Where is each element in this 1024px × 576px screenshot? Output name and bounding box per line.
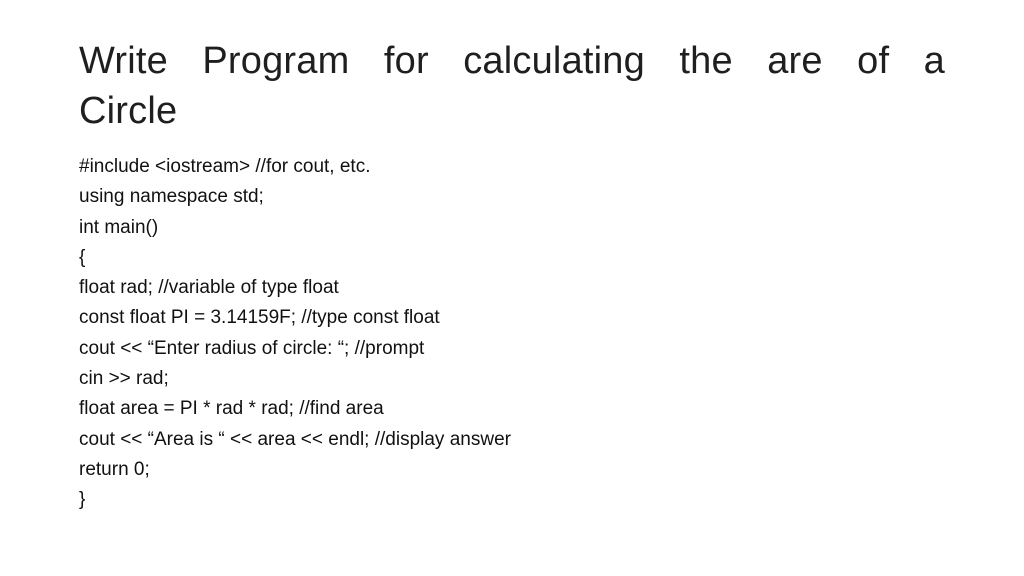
- title-word: a: [923, 40, 945, 82]
- code-line: #include <iostream> //for cout, etc.: [79, 156, 371, 177]
- title-word: calculating: [463, 40, 645, 82]
- code-line: cout << “Enter radius of circle: “; //prompt: [79, 337, 425, 359]
- title-line-1: [79, 36, 945, 86]
- code-line: cin >> rad;: [79, 368, 169, 390]
- title-word: the: [679, 40, 733, 82]
- code-line: cout << “Area is “ << area << endl; //display answer: [79, 428, 511, 450]
- code-line: int main(): [79, 216, 159, 238]
- code-line: }: [79, 489, 86, 511]
- code-line: {: [79, 246, 86, 268]
- code-line: float rad; //variable of type float: [79, 277, 339, 299]
- slide-title: [79, 36, 945, 136]
- title-word: are: [767, 40, 823, 82]
- code-line: const float PI = 3.14159F; //type const float: [79, 307, 440, 329]
- title-word: Program: [202, 40, 350, 82]
- code-listing: [79, 152, 939, 516]
- code-line: using namespace std;: [79, 186, 264, 208]
- title-line-2: Circle: [79, 90, 178, 132]
- title-word: of: [857, 40, 890, 82]
- title-word: for: [383, 40, 429, 82]
- code-line: float area = PI * rad * rad; //find area: [79, 398, 384, 420]
- code-line: return 0;: [79, 458, 150, 480]
- title-word: Write: [79, 40, 168, 82]
